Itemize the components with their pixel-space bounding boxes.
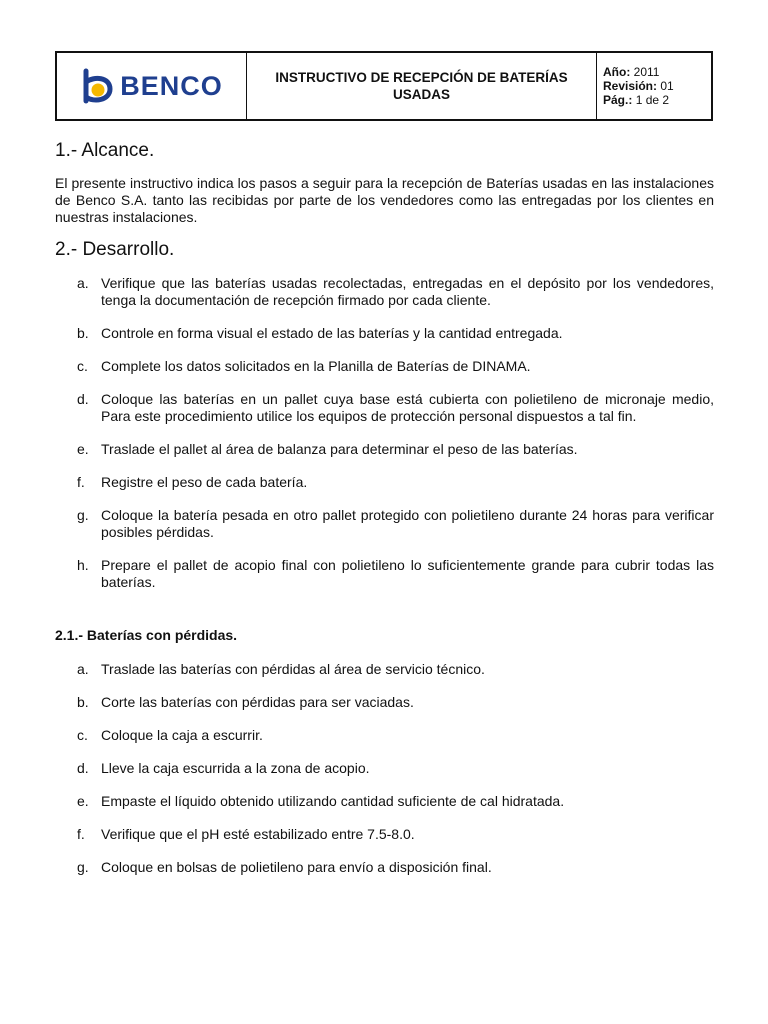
steps-list: [55, 275, 714, 591]
list-marker: h.: [77, 557, 89, 573]
list-marker: f.: [77, 474, 85, 490]
subsection-heading: 2.1.- Baterías con pérdidas.: [55, 627, 238, 643]
list-marker: c.: [77, 727, 88, 743]
list-text: Coloque la caja a escurrir.: [101, 727, 263, 743]
benco-logo-icon: [80, 67, 114, 105]
list-marker: e.: [77, 441, 89, 457]
list-text: Registre el peso de cada batería.: [101, 474, 308, 490]
list-item: [55, 793, 714, 810]
list-item: [55, 507, 714, 541]
page-label: Pág.:: [603, 93, 633, 107]
title-line-2: USADAS: [392, 87, 450, 102]
list-text: Verifique que el pH esté estabilizado entre 7.5-8.0.: [101, 826, 415, 842]
list-text: Complete los datos solicitados en la Planilla de Baterías de DINAMA.: [101, 358, 531, 374]
list-marker: a.: [77, 275, 89, 291]
title-line-1: INSTRUCTIVO DE RECEPCIÓN DE BATERÍAS: [275, 70, 568, 85]
section-heading: 1.- Alcance.: [55, 140, 155, 161]
list-item: [55, 391, 714, 425]
list-marker: a.: [77, 661, 89, 677]
list-text: Coloque en bolsas de polietileno para envío a disposición final.: [101, 859, 492, 875]
revision-label: Revisión:: [603, 79, 658, 93]
list-text: Traslade las baterías con pérdidas al área de servicio técnico.: [101, 661, 485, 677]
logo-text: BENCO: [120, 70, 223, 101]
document-title: [247, 53, 597, 119]
list-marker: d.: [77, 391, 89, 407]
list-item: [55, 474, 714, 491]
benco-logo: [80, 67, 223, 105]
section-alcance: [55, 140, 714, 226]
list-marker: b.: [77, 325, 89, 341]
list-text: Coloque las baterías en un pallet cuya base está cubierta con polietileno de micronaje medio, Para este procedimiento utilice los equipos de protección personal dispuestos a tal fin.: [101, 391, 714, 424]
list-marker: g.: [77, 859, 89, 875]
steps-list: [55, 661, 714, 876]
list-marker: e.: [77, 793, 89, 809]
list-text: Lleve la caja escurrida a la zona de acopio.: [101, 760, 370, 776]
page-row: [603, 93, 711, 107]
list-item: [55, 826, 714, 843]
list-text: Verifique que las baterías usadas recolectadas, entregadas en el depósito por los vendedores, tenga la documentación de recepción firmado por cada cliente.: [101, 275, 714, 308]
logo-cell: [57, 53, 247, 119]
list-marker: c.: [77, 358, 88, 374]
list-item: [55, 694, 714, 711]
list-item: [55, 325, 714, 342]
section-text: El presente instructivo indica los pasos a seguir para la recepción de Baterías usadas en las instalaciones de Benco S.A. tanto las recibidas por parte de los vendedores como las entregadas por los clientes en nuestras instalaciones.: [55, 175, 714, 225]
section-desarrollo: [55, 239, 714, 607]
year-row: [603, 65, 711, 79]
list-text: Traslade el pallet al área de balanza para determinar el peso de las baterías.: [101, 441, 578, 457]
list-marker: d.: [77, 760, 89, 776]
list-item: [55, 661, 714, 678]
list-marker: f.: [77, 826, 85, 842]
list-text: Corte las baterías con pérdidas para ser vaciadas.: [101, 694, 414, 710]
section-baterias-perdidas: [55, 627, 714, 892]
list-text: Empaste el líquido obtenido utilizando cantidad suficiente de cal hidratada.: [101, 793, 565, 809]
list-item: [55, 557, 714, 591]
revision-value: 01: [660, 79, 674, 93]
list-marker: b.: [77, 694, 89, 710]
list-item: [55, 859, 714, 876]
list-item: [55, 760, 714, 777]
list-text: Prepare el pallet de acopio final con polietileno lo suficientemente grande para cubrir todas las baterías.: [101, 557, 714, 590]
list-item: [55, 358, 714, 375]
document-meta: [597, 53, 711, 119]
list-item: [55, 441, 714, 458]
page-value: 1 de 2: [635, 93, 670, 107]
list-text: Coloque la batería pesada en otro pallet protegido con polietileno durante 24 horas para verificar posibles pérdidas.: [101, 507, 714, 540]
year-value: 2011: [633, 65, 660, 79]
list-marker: g.: [77, 507, 89, 523]
year-label: Año:: [603, 65, 631, 79]
document-header: [55, 51, 713, 121]
revision-row: [603, 79, 711, 93]
section-heading: 2.- Desarrollo.: [55, 239, 175, 260]
list-item: [55, 727, 714, 744]
list-item: [55, 275, 714, 309]
list-text: Controle en forma visual el estado de las baterías y la cantidad entregada.: [101, 325, 563, 341]
